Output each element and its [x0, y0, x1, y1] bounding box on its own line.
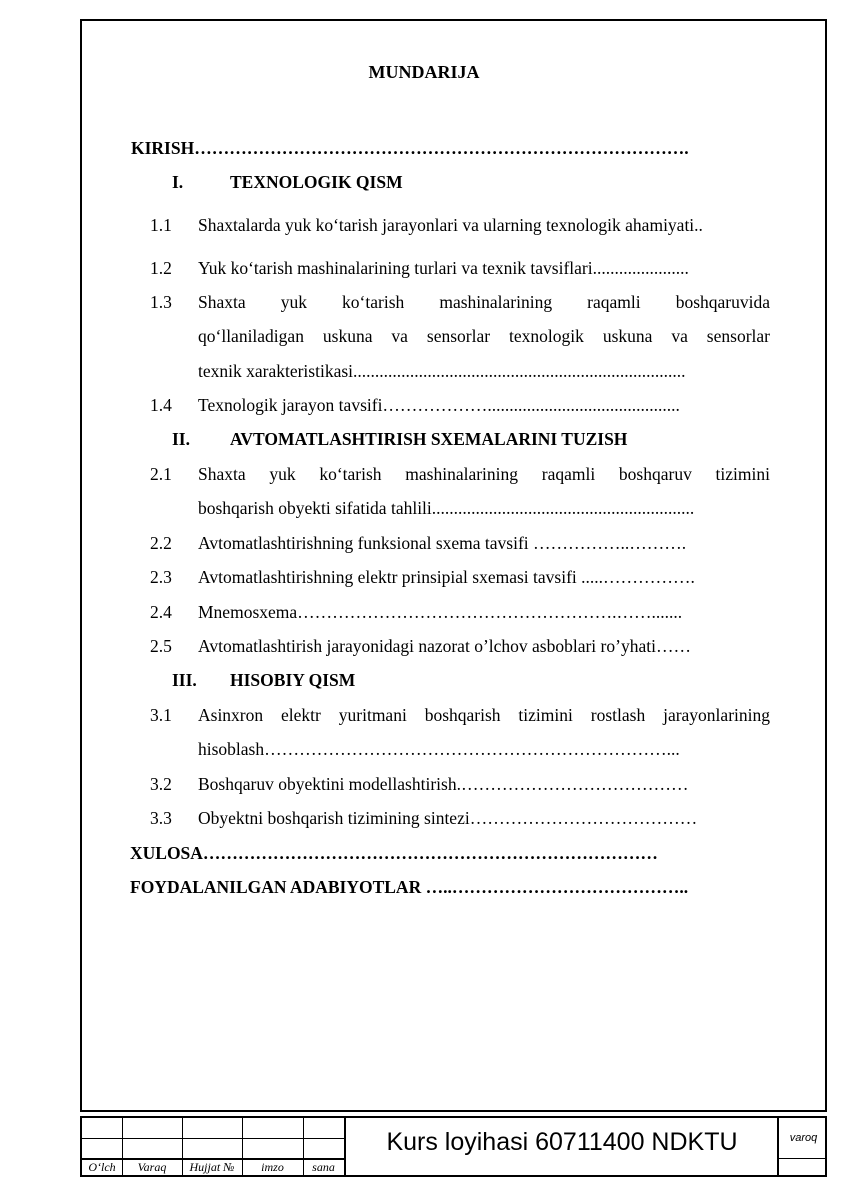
toc-2-4-text: Mnemosxema……………………………………………….……....... — [198, 602, 683, 622]
page-title: MUNDARIJA — [368, 62, 480, 82]
stamp-label-olch: O‘lch — [88, 1160, 116, 1174]
section-1-roman: I. — [172, 172, 184, 192]
toc-1-4-num: 1.4 — [150, 395, 172, 415]
toc-2-1-line1: Shaxta yuk ko‘tarish mashinalarining raqamli boshqaruv tizimini — [198, 464, 770, 484]
toc-2-1-num: 2.1 — [150, 464, 172, 484]
section-2-title: AVTOMATLASHTIRISH SXEMALARINI TUZISH — [230, 429, 628, 449]
toc-3-2-num: 3.2 — [150, 774, 172, 794]
toc-2-5-text: Avtomatlashtirish jarayonidagi nazorat o’lchov asboblari ro’yhati…… — [198, 636, 691, 656]
toc-3-3-text: Obyektni boshqarish tizimining sintezi………………………………… — [198, 808, 698, 828]
section-3-title: HISOBIY QISM — [230, 670, 356, 690]
toc-1-3-line2: qo‘llaniladigan uskuna va sensorlar texnologik uskuna va sensorlar — [198, 326, 770, 346]
stamp-label-imzo: imzo — [261, 1160, 284, 1174]
toc-2-1-line2: boshqarish obyekti sifatida tahlili............................................................ — [198, 498, 695, 518]
toc-1-1-num: 1.1 — [150, 215, 172, 235]
sheet-label: varoq — [789, 1132, 818, 1144]
toc-foydalanilgan: FOYDALANILGAN ADABIYOTLAR …..………………………………….. — [130, 877, 689, 897]
toc-1-3-line1: Shaxta yuk ko‘tarish mashinalarining raqamli boshqaruvida — [198, 292, 770, 312]
toc-3-1-line2: hisoblash……………………………………………………………... — [198, 739, 680, 759]
stamp-row-line — [82, 1138, 344, 1139]
project-title: Kurs loyihasi 60711400 NDKTU — [386, 1128, 738, 1156]
stamp-row-line — [777, 1158, 827, 1159]
toc-3-1-line1: Asinxron elektr yuritmani boshqarish tizimini rostlash jarayonlarining — [198, 705, 770, 725]
stamp-label-varaq: Varaq — [137, 1160, 167, 1174]
section-2-roman: II. — [172, 429, 190, 449]
toc-1-3-num: 1.3 — [150, 292, 172, 312]
stamp-label-hujjat: Hujjat № — [189, 1160, 235, 1174]
toc-3-2-text: Boshqaruv obyektini modellashtirish.………………………………… — [198, 774, 689, 794]
toc-1-3-line3: texnik xarakteristikasi............................................................................ — [198, 361, 686, 381]
toc-3-1-num: 3.1 — [150, 705, 172, 725]
section-1-title: TEXNOLOGIK QISM — [230, 172, 403, 192]
stamp-divider — [777, 1118, 779, 1175]
toc-1-2-num: 1.2 — [150, 258, 172, 278]
toc-1-1-text: Shaxtalarda yuk ko‘tarish jarayonlari va ularning texnologik ahamiyati.. — [198, 215, 703, 235]
toc-2-4-num: 2.4 — [150, 602, 172, 622]
toc-xulosa: XULOSA…………………………………………………………………… — [130, 843, 658, 863]
section-3-roman: III. — [172, 670, 197, 690]
toc-2-3-num: 2.3 — [150, 567, 172, 587]
toc-2-3-text: Avtomatlashtirishning elektr prinsipial sxemasi tavsifi .....……………. — [198, 567, 695, 587]
title-block — [80, 1116, 827, 1177]
toc-2-5-num: 2.5 — [150, 636, 172, 656]
toc-1-4-text: Texnologik jarayon tavsifi………………............................................ — [198, 395, 680, 415]
toc-1-2-text: Yuk ko‘tarish mashinalarining turlari va texnik tavsiflari...................... — [198, 258, 689, 278]
stamp-label-sana: sana — [312, 1160, 335, 1174]
toc-3-3-num: 3.3 — [150, 808, 172, 828]
toc-2-2-text: Avtomatlashtirishning funksional sxema tavsifi ……………..………. — [198, 533, 687, 553]
toc-kirish: KIRISH…………………………………………………………………………. — [131, 138, 689, 158]
stamp-divider — [344, 1118, 346, 1175]
toc-2-2-num: 2.2 — [150, 533, 172, 553]
